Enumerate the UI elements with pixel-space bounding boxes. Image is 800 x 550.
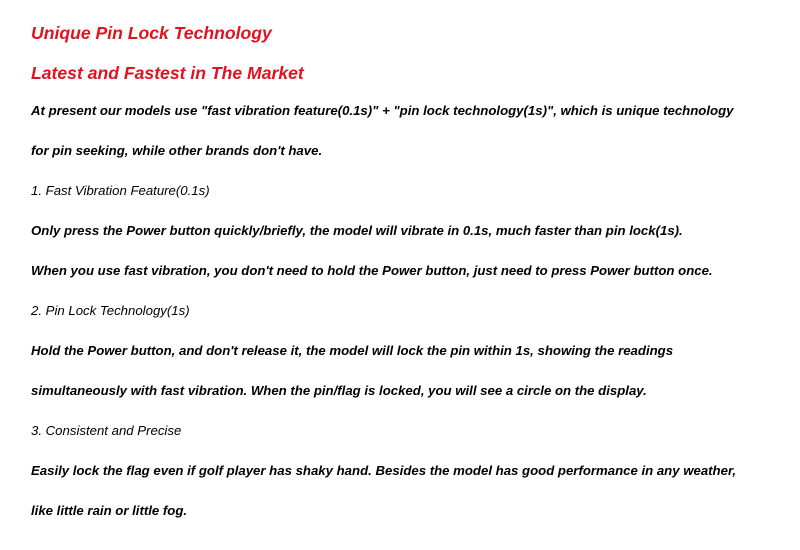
page-subtitle: Latest and Fastest in The Market (31, 63, 304, 83)
section-3-line-1: Easily lock the flag even if golf player has shaky hand. Besides the model has good performance in any weather, (31, 463, 737, 478)
intro-line-2: for pin seeking, while other brands don't have. (31, 143, 323, 158)
section-2-line-2: simultaneously with fast vibration. When the pin/flag is locked, you will see a circle on the display. (31, 383, 647, 398)
section-2-title: 2. Pin Lock Technology(1s) (31, 303, 190, 318)
section-1-line-1: Only press the Power button quickly/briefly, the model will vibrate in 0.1s, much faster than pin lock(1s). (31, 223, 683, 238)
intro-line-1: At present our models use "fast vibration feature(0.1s)" + "pin lock technology(1s)", which is unique technology (31, 103, 734, 118)
section-3-line-2: like little rain or little fog. (31, 503, 188, 518)
page-title: Unique Pin Lock Technology (31, 23, 272, 43)
section-1-line-2: When you use fast vibration, you don't need to hold the Power button, just need to press Power button once. (31, 263, 713, 278)
section-1-title: 1. Fast Vibration Feature(0.1s) (31, 183, 210, 198)
section-3-title: 3. Consistent and Precise (31, 423, 182, 438)
section-2-line-1: Hold the Power button, and don't release it, the model will lock the pin within 1s, showing the readings (31, 343, 674, 358)
